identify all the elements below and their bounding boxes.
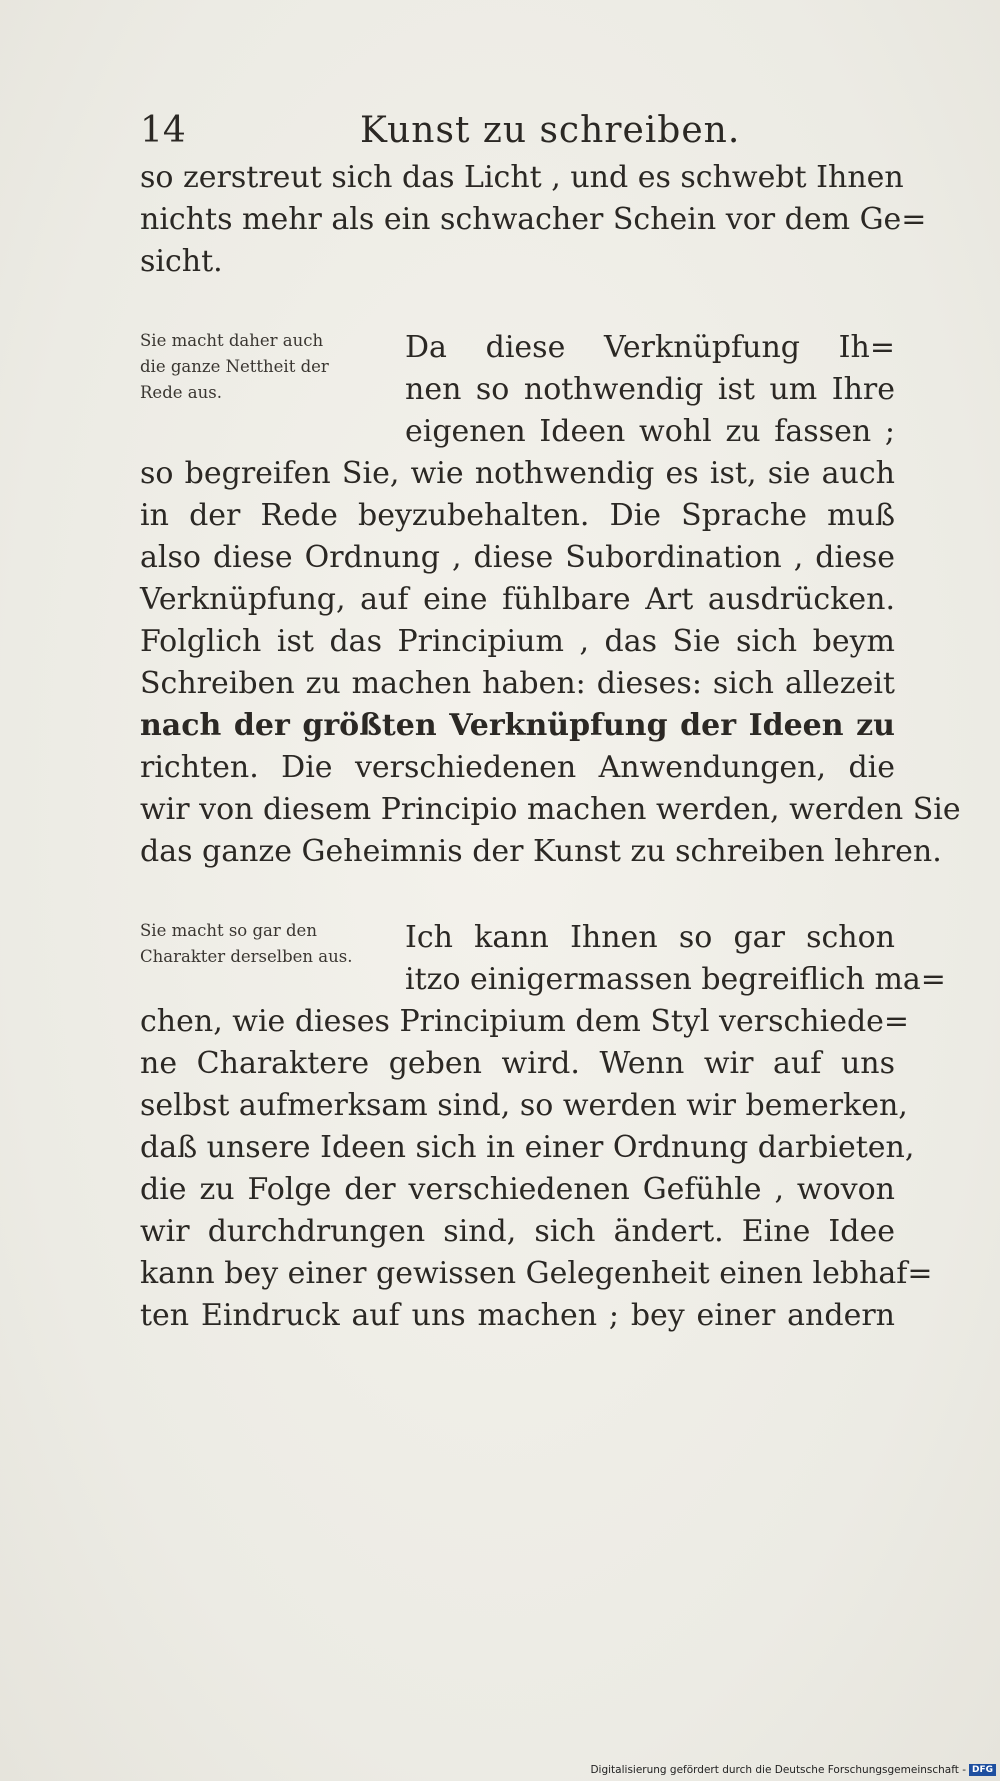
margin-note-line: Sie macht so gar den bbox=[140, 921, 317, 940]
digitization-footer bbox=[560, 1764, 1000, 1781]
text-line: so begreifen Sie, wie nothwendig es ist, sie auch bbox=[140, 456, 895, 491]
text-line: eigenen Ideen wohl zu fassen ; bbox=[405, 414, 895, 449]
text-line: ne Charaktere geben wird. Wenn wir auf uns bbox=[140, 1046, 895, 1081]
text-line: selbst aufmerksam sind, so werden wir bemerken, bbox=[140, 1088, 908, 1123]
text-line: chen, wie dieses Principium dem Styl verschiede= bbox=[140, 1004, 910, 1039]
text-line: also diese Ordnung , diese Subordination , diese bbox=[140, 540, 895, 575]
margin-note-line: die ganze Nettheit der bbox=[140, 357, 329, 376]
dfg-logo-icon: DFG bbox=[969, 1764, 996, 1776]
text-line: in der Rede beyzubehalten. Die Sprache muß bbox=[140, 498, 895, 533]
text-line: ten Eindruck auf uns machen ; bey einer andern bbox=[140, 1298, 895, 1333]
text-line: Da diese Verknüpfung Ih= bbox=[405, 330, 895, 365]
text-line: daß unsere Ideen sich in einer Ordnung darbieten, bbox=[140, 1130, 915, 1165]
text-line: das ganze Geheimnis der Kunst zu schreiben lehren. bbox=[140, 834, 942, 869]
text-line: Ich kann Ihnen so gar schon bbox=[405, 920, 895, 955]
text-line: richten. Die verschiedenen Anwendungen, die bbox=[140, 750, 895, 785]
margin-note-line: Rede aus. bbox=[140, 383, 222, 402]
footer-text: Digitalisierung gefördert durch die Deutsche Forschungsgemeinschaft - bbox=[590, 1764, 966, 1776]
text-line: Schreiben zu machen haben: dieses: sich allezeit bbox=[140, 666, 895, 701]
text-line: itzo einigermassen begreiflich ma= bbox=[405, 962, 946, 997]
emphasized-text-line: nach der größten Verknüpfung der Ideen zu bbox=[140, 708, 895, 743]
margin-note bbox=[140, 328, 405, 406]
text-line: wir durchdrungen sind, sich ändert. Eine Idee bbox=[140, 1214, 895, 1249]
text-line: wir von diesem Principio machen werden, werden Sie bbox=[140, 792, 961, 827]
margin-note-line: Sie macht daher auch bbox=[140, 331, 324, 350]
page-header bbox=[140, 110, 900, 160]
text-line: Folglich ist das Principium , das Sie sich beym bbox=[140, 624, 895, 659]
margin-note-line: Charakter derselben aus. bbox=[140, 947, 353, 966]
margin-note bbox=[140, 918, 405, 970]
text-line: die zu Folge der verschiedenen Gefühle , wovon bbox=[140, 1172, 895, 1207]
text-line: so zerstreut sich das Licht , und es schwebt Ihnen bbox=[140, 160, 904, 195]
text-line: Verknüpfung, auf eine fühlbare Art ausdrücken. bbox=[140, 582, 895, 617]
running-head: Kunst zu schreiben. bbox=[360, 110, 741, 151]
page-number: 14 bbox=[140, 110, 186, 151]
text-line: sicht. bbox=[140, 244, 223, 279]
text-line: kann bey einer gewissen Gelegenheit einen lebhaf= bbox=[140, 1256, 933, 1291]
text-line: nichts mehr als ein schwacher Schein vor dem Ge= bbox=[140, 202, 927, 237]
text-line: nen so nothwendig ist um Ihre bbox=[405, 372, 895, 407]
